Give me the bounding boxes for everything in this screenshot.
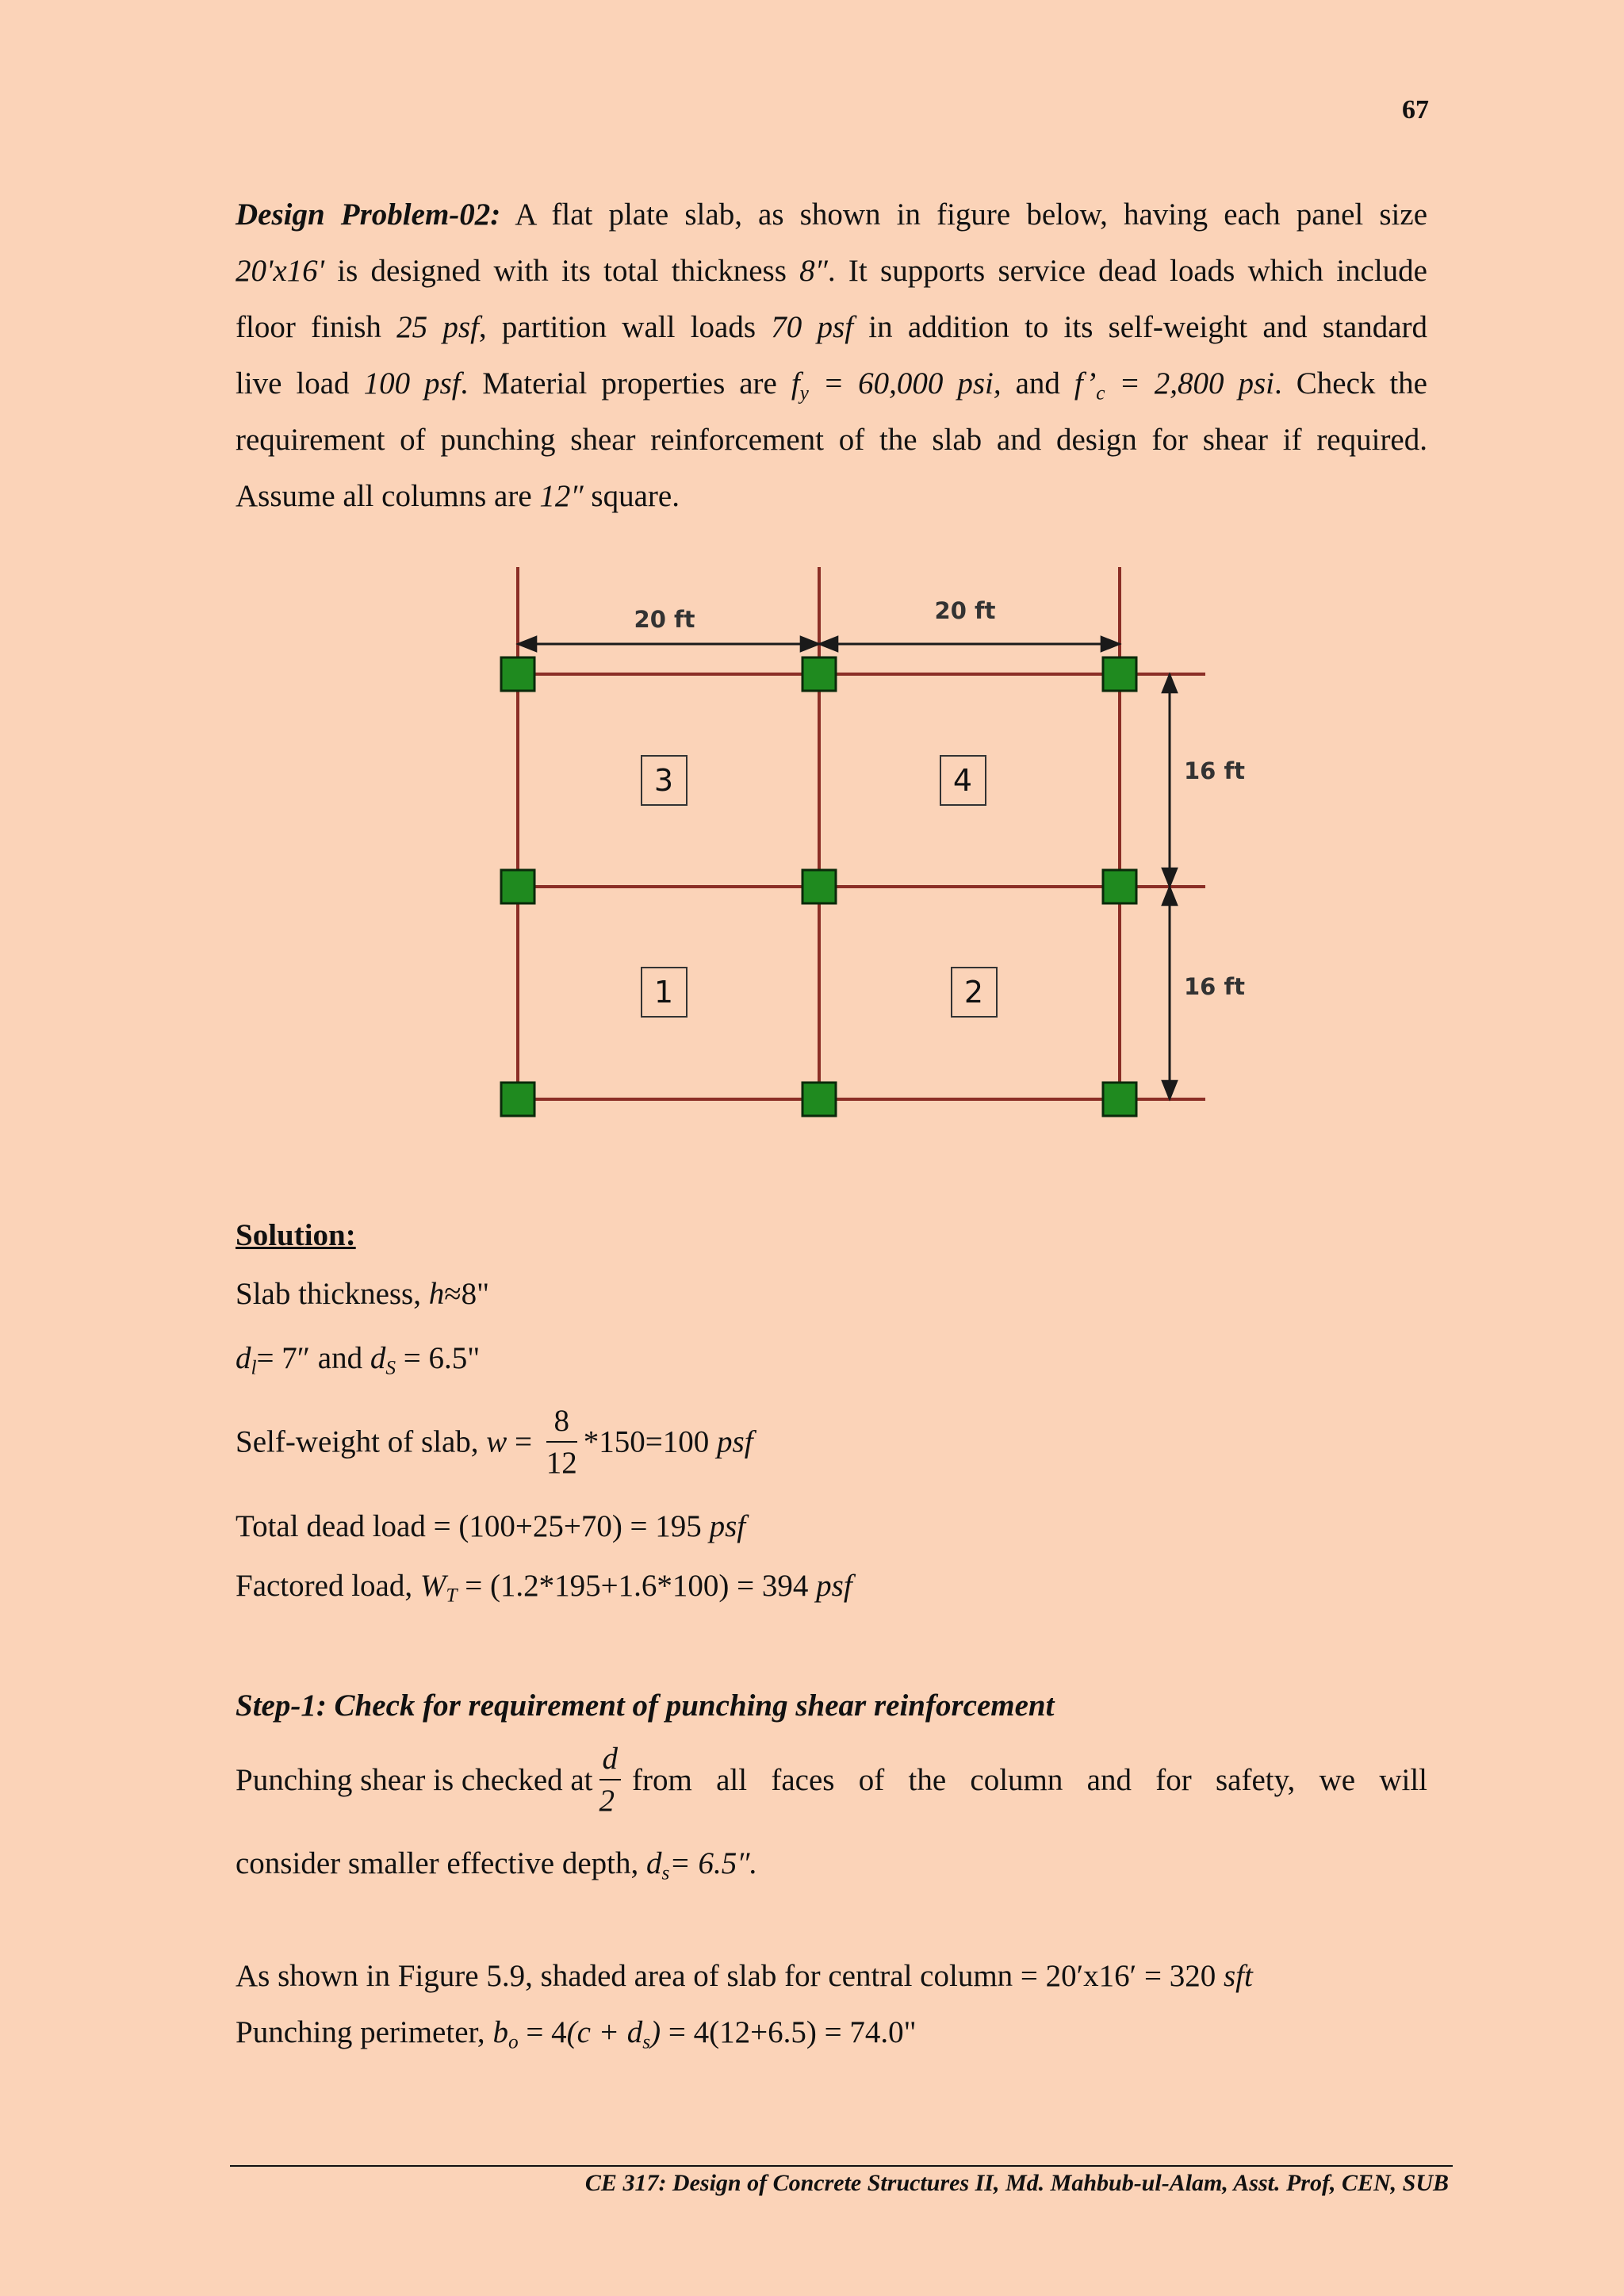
- fy-subscript: y: [799, 381, 809, 404]
- problem-text: . Check the: [1274, 366, 1427, 401]
- denominator: 2: [599, 1784, 615, 1818]
- problem-text: . Material properties are: [460, 366, 791, 401]
- text: As shown in Figure 5.9, shaded area of slab for central column = 20′x16′ = 320: [236, 1959, 1224, 1993]
- unit: psf: [717, 1424, 753, 1459]
- fraction: [599, 1743, 622, 1816]
- fc-value: = 2,800 psi: [1105, 366, 1275, 401]
- dimension-lines: [518, 644, 1170, 1099]
- problem-text: in addition to its self-weight and standard: [853, 310, 1427, 344]
- unit: psf: [816, 1569, 852, 1603]
- step1-line-4: [236, 2014, 917, 2054]
- value: ≈8": [444, 1277, 490, 1311]
- numerator: d: [599, 1743, 622, 1780]
- symbol: d: [646, 1846, 662, 1880]
- expression: ): [650, 2015, 661, 2049]
- subscript: s: [642, 2030, 651, 2053]
- dimension-label-right-upper: 16 ft: [1184, 757, 1245, 784]
- slab-thickness: 8″: [799, 254, 828, 288]
- problem-title: Design Problem-02:: [236, 197, 501, 232]
- column: [1103, 1083, 1136, 1116]
- step1-line-1: [236, 1743, 1427, 1816]
- step1-heading-text: Step-1: Check for requirement of punching shear reinforcement: [236, 1688, 1055, 1723]
- dimension-label-right-lower: 16 ft: [1184, 973, 1245, 1000]
- value: = 6.5": [396, 1341, 481, 1375]
- panel-label-3: 3: [653, 763, 674, 798]
- floor-finish-load: 25 psf: [396, 310, 479, 344]
- symbol: d: [370, 1341, 386, 1375]
- column: [1103, 870, 1136, 903]
- problem-text: A flat plate slab, as shown in figure below, having each panel size: [500, 197, 1428, 232]
- dimension-label-top-right: 20 ft: [934, 597, 996, 624]
- expression: (c + d: [566, 2015, 643, 2049]
- symbol: w: [486, 1424, 508, 1459]
- panel-label-4: 4: [952, 763, 973, 798]
- problem-text: is designed with its total thickness: [324, 254, 800, 288]
- unit: psf: [709, 1509, 746, 1543]
- column: [1103, 657, 1136, 691]
- footer-rule: [230, 2165, 1453, 2167]
- live-load: 100 psf: [363, 366, 461, 401]
- panel-label-1: 1: [653, 975, 674, 1010]
- dead-load-line: [236, 1508, 745, 1544]
- solution-heading-text: Solution:: [236, 1218, 356, 1252]
- problem-text: floor finish: [236, 310, 397, 344]
- text: Punching shear is checked at: [236, 1762, 593, 1797]
- subscript: T: [446, 1584, 458, 1607]
- solution-heading: [236, 1217, 356, 1253]
- panel-label-2: 2: [963, 975, 984, 1010]
- equals: =: [507, 1424, 540, 1459]
- value: = 6.5″.: [669, 1846, 758, 1880]
- fraction: [546, 1405, 577, 1478]
- page-number: 67: [1402, 95, 1429, 125]
- text: = 4: [518, 2015, 567, 2049]
- unit: sft: [1223, 1959, 1253, 1993]
- problem-text: live load: [236, 366, 364, 401]
- label: Self-weight of slab,: [236, 1424, 487, 1459]
- problem-text: and: [1001, 366, 1074, 401]
- effective-depth-line: [236, 1340, 480, 1380]
- fy-symbol: f: [791, 366, 800, 401]
- dimension-label-top-left: 20 ft: [634, 606, 695, 633]
- column: [802, 1083, 836, 1116]
- slab-thickness-line: [236, 1276, 489, 1312]
- fc-subscript: c: [1096, 381, 1105, 404]
- column-size: 12″: [539, 479, 584, 513]
- self-weight-line: [236, 1405, 753, 1478]
- column: [501, 657, 534, 691]
- subscript: S: [385, 1356, 396, 1379]
- label: Slab thickness,: [236, 1277, 429, 1311]
- symbol: h: [428, 1277, 445, 1311]
- label: Factored load,: [236, 1569, 420, 1603]
- footer-text: CE 317: Design of Concrete Structures II, Md. Mahbub-ul-Alam, Asst. Prof, CEN, SUB: [584, 2170, 1449, 2196]
- step1-heading: [236, 1688, 1054, 1723]
- text: Punching perimeter,: [236, 2015, 493, 2049]
- problem-text: , partition wall loads: [478, 310, 772, 344]
- column: [501, 1083, 534, 1116]
- column: [802, 870, 836, 903]
- numerator: 8: [546, 1405, 577, 1443]
- problem-text: . It supports service dead loads which include: [827, 254, 1427, 288]
- symbol: b: [492, 2015, 508, 2049]
- value: = 4(12+6.5) = 74.0": [661, 2015, 917, 2049]
- value: *150=100: [583, 1424, 718, 1459]
- panel-size: 20'x16': [236, 254, 324, 288]
- subscript: l: [251, 1356, 257, 1379]
- problem-text: Assume all columns are: [236, 479, 540, 513]
- problem-text: square.: [583, 479, 680, 513]
- symbol: W: [419, 1569, 446, 1603]
- text: from all faces of the column and for safety, we will: [632, 1762, 1427, 1797]
- factored-load-line: [236, 1568, 852, 1608]
- column: [501, 870, 534, 903]
- fy-value: = 60,000 psi,: [808, 366, 1002, 401]
- step1-line-2: [236, 1846, 757, 1885]
- value: = (1.2*195+1.6*100) = 394: [457, 1569, 817, 1603]
- problem-line-5: requirement of punching shear reinforcement of the slab and design for shear if required.: [236, 423, 1427, 457]
- value: = 7″ and: [256, 1341, 370, 1375]
- subscript: o: [508, 2030, 519, 2053]
- symbol: d: [236, 1341, 251, 1375]
- value: Total dead load = (100+25+70) = 195: [236, 1509, 710, 1543]
- text: consider smaller effective depth,: [236, 1846, 646, 1880]
- fc-symbol: f’: [1074, 366, 1097, 401]
- grid-lines: [518, 567, 1205, 1102]
- subscript: s: [661, 1861, 670, 1884]
- denominator: 12: [546, 1446, 577, 1480]
- partition-load: 70 psf: [771, 310, 854, 344]
- column: [802, 657, 836, 691]
- step1-line-3: [236, 1958, 1253, 1994]
